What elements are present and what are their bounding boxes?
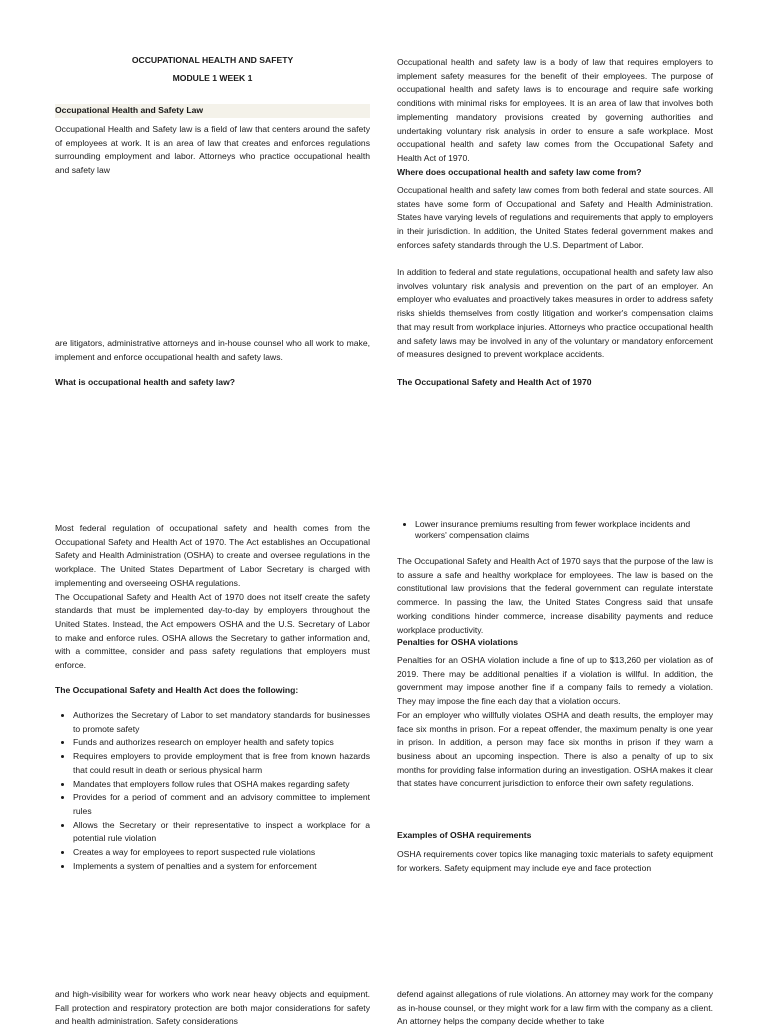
heading-text: Occupational Health and Safety Law [55,104,370,118]
heading-text: Examples of OSHA requirements [397,830,532,840]
paragraph-text: The Occupational Safety and Health Act of 1970 says that the purpose of the law is to assure a safe and healthy workplace for employees. The law is based on the constitutional law provisions that the federal government can regulate interstate commerce. In passing the law, the United States Congress said that unsafe working conditions hinder commerce, increase disability payments and reduce workplace productivity. [397,556,713,635]
section-heading [397,376,713,390]
section-heading [397,829,713,843]
list-item: • Mandates that employers follow rules that OSHA makes regarding safety [73,778,370,792]
section-heading [397,636,713,650]
list-item: • Requires employers to provide employment that is free from known hazards that could result in death or serious physical harm [73,750,370,777]
paragraph [397,848,713,875]
paragraph-text: are litigators, administrative attorneys and in-house counsel who all work to make, implement and enforce occupational health and safety laws. [55,338,370,362]
paragraph-text: and high-visibility wear for workers who work near heavy objects and equipment. Fall protection and respiratory protection are both major considerations for safety and health administration. Safety considerations [55,989,370,1027]
heading-text: The Occupational Safety and Health Act of 1970 [397,377,592,387]
paragraph [397,184,713,253]
section-heading [55,104,370,118]
list-item: • Creates a way for employees to report suspected rule violations [73,846,370,860]
bullet-list [397,519,713,540]
paragraph [397,555,713,637]
paragraph [55,988,370,1029]
heading-text: The Occupational Safety and Health Act does the following: [55,685,299,695]
paragraph-text: Occupational health and safety law is a body of law that requires employers to implement safety measures for the benefit of their employees. The purpose of occupational health and safety laws is to encourage and require safe working conditions with minimal risks for employees. It is an area of law that involves both implementing mandatory provisions created by governing authorities and undertaking voluntary risk analysis in order to ensure a safe workplace. Most occupational health and safety law comes from the Occupational Safety and Health Act of 1970. [397,57,713,163]
section-heading [55,684,370,698]
paragraph [397,56,713,166]
list-item: • Implements a system of penalties and a system for enforcement [73,860,370,874]
section-heading [397,166,713,180]
paragraph-text: OSHA requirements cover topics like managing toxic materials to safety equipment for workers. Safety equipment may include eye and face protection [397,849,713,873]
paragraph [55,522,370,673]
list-item: • Allows the Secretary or their representative to inspect a workplace for a potential rule violation [73,819,370,846]
paragraph-text: Occupational Health and Safety law is a field of law that centers around the safety of employees at work. It is an area of law that creates and enforces regulations surrounding employment and labor. Attorneys who practice occupational health and safety law [55,124,370,176]
document-title [55,54,370,85]
heading-text: Penalties for OSHA violations [397,637,518,647]
paragraph [397,266,713,362]
paragraph-text: defend against allegations of rule violations. An attorney may work for the company as in-house counsel, or they might work for a law firm with the company as a client. An attorney helps the company decide whether to take [397,989,713,1027]
list-item: • Authorizes the Secretary of Labor to set mandatory standards for businesses to promote safety [73,709,370,736]
paragraph [55,123,370,178]
paragraph-text: In addition to federal and state regulations, occupational health and safety law also involves voluntary risk analysis and prevention on the part of an employer. An employer who evaluates and proactively takes measures in order to address safety risks shields themselves from costly litigation and worker's compensation claims that may result from workplace injuries. Attorneys who practice occupational health and safety laws may be involved in any of the voluntary or mandatory enforcement of measures designed to prevent workplace accidents. [397,267,713,360]
paragraph-text: Occupational health and safety law comes from both federal and state sources. All states have some form of Occupational and Safety and Health Administration. States have varying levels of regulations and requirements that apply to employers in their jurisdiction. In addition, the United States federal government makes and enforces safety standards through the U.S. Department of Labor. [397,185,713,250]
benefits-list [397,519,713,540]
paragraph [397,988,713,1029]
paragraph-text: Penalties for an OSHA violation include a fine of up to $13,260 per violation as of 2019. There may be additional penalties if a violation is willful. In addition, the government may impose another fine if a company fails to remedy a violation. They may impose the fine each day that a violation occurs. [397,655,713,707]
paragraph-text: Most federal regulation of occupational safety and health comes from the Occupational Safety and Health Act of 1970. The Act establishes an Occupational Safety and Health Administration (OSHA) to create and oversee regulations in the workplace. The United States Department of Labor Secretary is charged with implementing and overseeing OSHA regulations. [55,523,370,588]
paragraph [397,654,713,791]
title-line: OCCUPATIONAL HEALTH AND SAFETY [131,55,294,65]
paragraph-text: The Occupational Safety and Health Act of 1970 does not itself create the safety standards that must be implemented day-to-day by employers throughout the United States. Instead, the Act empowers OSHA and the U.S. Secretary of Labor to make and enforce rules. OSHA allows the Secretary to gather information and, with a committee, consider and pass safety regulations that employers must enforce. [55,591,370,671]
paragraph [55,337,370,364]
heading-text: What is occupational health and safety law? [55,377,236,387]
question-heading [55,376,370,390]
bullet-list [55,709,370,873]
paragraph-text: For an employer who willfully violates OSHA and death results, the employer may face six months in prison. For a repeat offender, the maximum penalty is one year in prison. In addition, a person may face six months in prison if they warn a business about an upcoming inspection. There is also a penalty of up to six months for providing false information during an investigation. OSHA makes it clear that states have concurrent jurisdiction to enforce their own safety regulations. [397,709,713,789]
heading-text: Where does occupational health and safety law come from? [397,167,642,177]
subtitle-line: MODULE 1 WEEK 1 [172,72,253,83]
list-item: • Funds and authorizes research on employer health and safety topics [73,736,370,750]
list-item: • Lower insurance premiums resulting from fewer workplace incidents and workers' compensation claims [415,519,713,540]
list-item: • Provides for a period of comment and an advisory committee to implement rules [73,791,370,818]
act-provisions-list [55,709,370,873]
